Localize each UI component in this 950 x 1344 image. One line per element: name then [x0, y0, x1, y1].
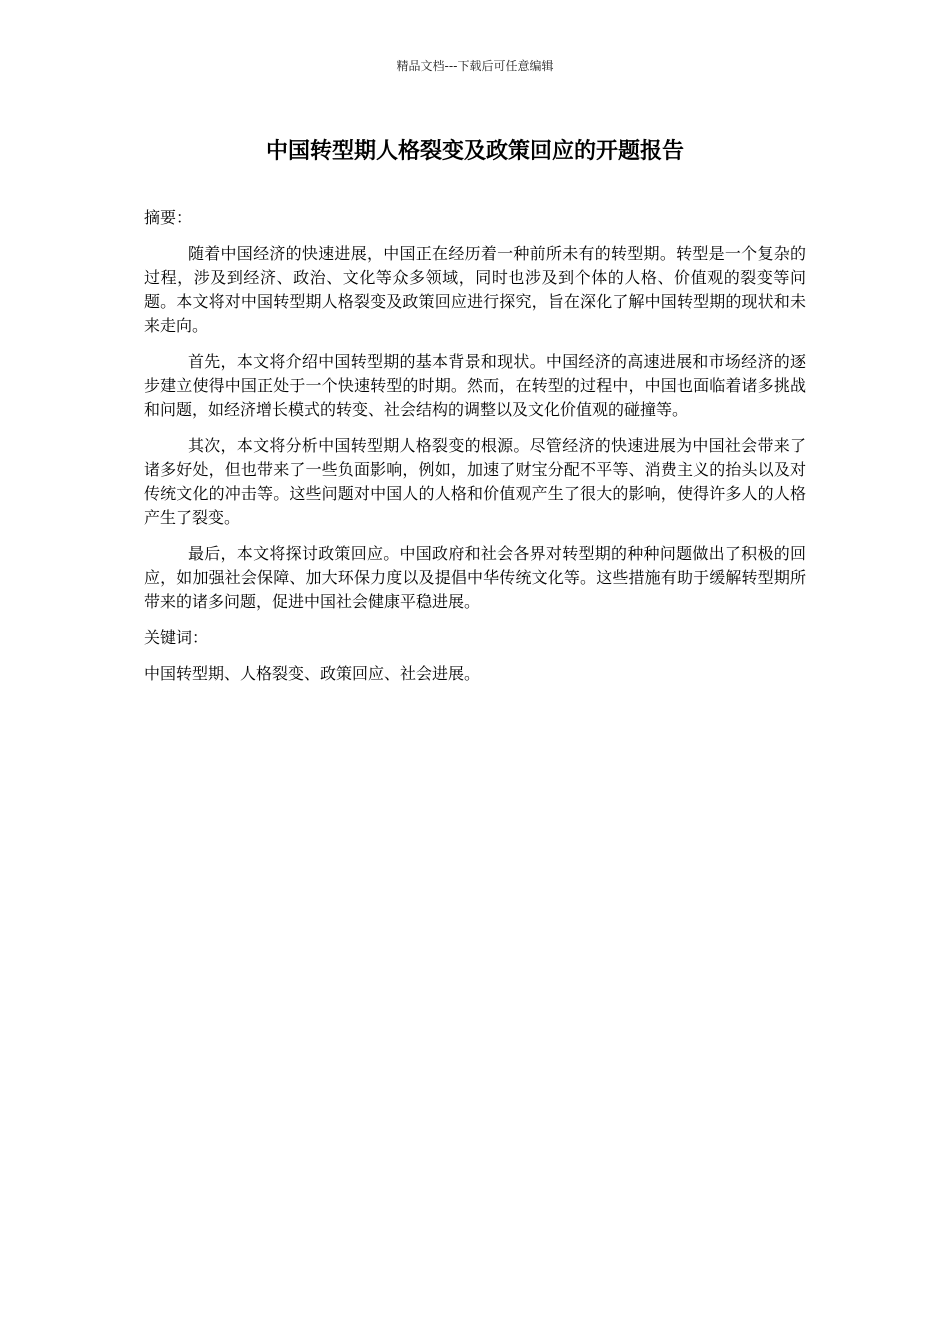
- keywords-text: 中国转型期、人格裂变、政策回应、社会进展。: [144, 664, 481, 683]
- document-title: 中国转型期人格裂变及政策回应的开题报告: [265, 139, 684, 164]
- paragraph-causes: 其次，本文将分析中国转型期人格裂变的根源。尽管经济的快速进展为中国社会带来了诸多好处，但也带来了一些负面影响，例如，加速了财宝分配不平等、消费主义的抬头以及对传统文化的冲击等。这些问题对中国人的人格和价值观产生了很大的影响，使得许多人的人格产生了裂变。: [144, 436, 806, 527]
- header-note: 精品文档---下载后可任意编辑: [396, 59, 554, 73]
- paragraph-background: 首先，本文将介绍中国转型期的基本背景和现状。中国经济的高速进展和市场经济的逐步建立使得中国正处于一个快速转型的时期。然而，在转型的过程中，中国也面临着诸多挑战和问题，如经济增长模式的转变、社会结构的调整以及文化价值观的碰撞等。: [144, 352, 806, 419]
- keywords-label: 关键词：: [144, 628, 209, 647]
- paragraph-policy: 最后，本文将探讨政策回应。中国政府和社会各界对转型期的种种问题做出了积极的回应，如加强社会保障、加大环保力度以及提倡中华传统文化等。这些措施有助于缓解转型期所带来的诸多问题，促进中国社会健康平稳进展。: [144, 544, 806, 611]
- document-body: [144, 206, 806, 698]
- abstract-label: 摘要：: [144, 208, 193, 227]
- paragraph-intro: 随着中国经济的快速进展，中国正在经历着一种前所未有的转型期。转型是一个复杂的过程，涉及到经济、政治、文化等众多领域，同时也涉及到个体的人格、价值观的裂变等问题。本文将对中国转型期人格裂变及政策回应进行探究，旨在深化了解中国转型期的现状和未来走向。: [144, 244, 806, 335]
